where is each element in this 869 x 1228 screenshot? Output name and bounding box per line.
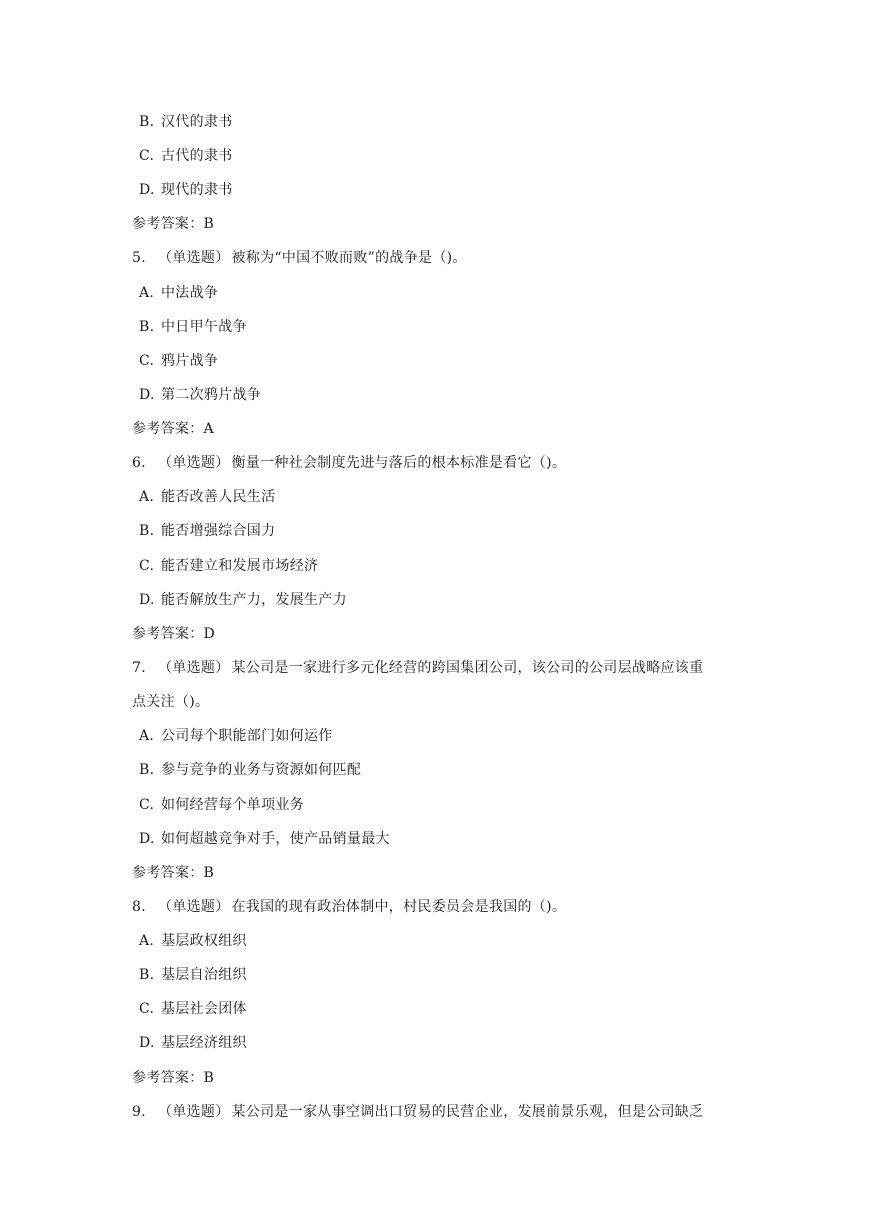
question-number: 7. bbox=[132, 660, 146, 676]
option-text: 中法战争 bbox=[161, 285, 219, 301]
option-letter: D. bbox=[139, 182, 155, 198]
question-text: 被称为“中国不败而败”的战争是（)。 bbox=[231, 250, 467, 266]
option-d bbox=[139, 829, 390, 849]
question-number: 9. bbox=[132, 1104, 146, 1120]
option-b bbox=[139, 760, 361, 780]
option-text: 中日甲午战争 bbox=[161, 319, 247, 335]
option-a bbox=[139, 283, 218, 303]
option-b bbox=[139, 112, 233, 132]
option-b bbox=[139, 965, 247, 985]
option-b bbox=[139, 317, 247, 337]
question-number: 6. bbox=[132, 455, 146, 471]
option-text: 基层自治组织 bbox=[161, 967, 247, 983]
question-number: 5. bbox=[132, 250, 146, 266]
option-text: 现代的隶书 bbox=[161, 182, 233, 198]
option-letter: B. bbox=[139, 523, 155, 539]
option-d bbox=[139, 385, 261, 405]
option-a bbox=[139, 931, 247, 951]
question-type: （单选题） bbox=[158, 250, 230, 266]
option-letter: C. bbox=[139, 797, 155, 813]
option-c bbox=[139, 556, 318, 576]
question-text: 在我国的现有政治体制中，村民委员会是我国的（)。 bbox=[231, 899, 567, 915]
option-c bbox=[139, 146, 233, 166]
option-d bbox=[139, 180, 233, 200]
option-c bbox=[139, 795, 304, 815]
option-text: 能否改善人民生活 bbox=[161, 489, 276, 505]
option-letter: B. bbox=[139, 762, 155, 778]
option-letter: A. bbox=[139, 489, 155, 505]
option-letter: D. bbox=[139, 1035, 155, 1051]
option-text: 能否建立和发展市场经济 bbox=[161, 558, 319, 574]
option-d bbox=[139, 590, 347, 610]
option-letter: C. bbox=[139, 1001, 155, 1017]
question-number: 8. bbox=[132, 899, 146, 915]
answer-line: 参考答案：D bbox=[132, 626, 216, 642]
option-text: 参与竞争的业务与资源如何匹配 bbox=[161, 762, 362, 778]
option-letter: C. bbox=[139, 148, 155, 164]
option-letter: D. bbox=[139, 592, 155, 608]
option-text: 如何经营每个单项业务 bbox=[161, 797, 304, 813]
question-text: 衡量一种社会制度先进与落后的根本标准是看它（)。 bbox=[231, 455, 567, 471]
option-text: 能否增强综合国力 bbox=[161, 523, 276, 539]
question-continuation: 点关注（)。 bbox=[132, 694, 210, 710]
option-a bbox=[139, 726, 333, 746]
option-text: 能否解放生产力，发展生产力 bbox=[161, 592, 347, 608]
option-letter: B. bbox=[139, 114, 155, 130]
option-c bbox=[139, 999, 247, 1019]
option-text: 汉代的隶书 bbox=[161, 114, 233, 130]
question-9 bbox=[132, 1102, 703, 1122]
question-type: （单选题） bbox=[158, 660, 230, 676]
question-7 bbox=[132, 658, 703, 678]
option-text: 基层社会团体 bbox=[161, 1001, 247, 1017]
option-text: 鸦片战争 bbox=[161, 353, 219, 369]
answer-line: 参考答案：B bbox=[132, 865, 215, 881]
option-letter: D. bbox=[139, 831, 155, 847]
option-text: 古代的隶书 bbox=[161, 148, 233, 164]
option-b bbox=[139, 521, 275, 541]
option-a bbox=[139, 487, 275, 507]
question-type: （单选题） bbox=[158, 899, 230, 915]
option-letter: C. bbox=[139, 353, 155, 369]
option-c bbox=[139, 351, 218, 371]
option-letter: B. bbox=[139, 967, 155, 983]
question-text: 某公司是一家进行多元化经营的跨国集团公司，该公司的公司层战略应该重 bbox=[231, 660, 704, 676]
option-text: 公司每个职能部门如何运作 bbox=[161, 728, 333, 744]
option-letter: A. bbox=[139, 933, 155, 949]
option-letter: B. bbox=[139, 319, 155, 335]
option-text: 第二次鸦片战争 bbox=[161, 387, 262, 403]
answer-line: 参考答案：A bbox=[132, 421, 214, 437]
answer-line: 参考答案：B bbox=[132, 216, 215, 232]
question-6 bbox=[132, 453, 566, 473]
question-type: （单选题） bbox=[158, 455, 230, 471]
question-8 bbox=[132, 897, 566, 917]
option-text: 基层经济组织 bbox=[161, 1035, 247, 1051]
option-letter: D. bbox=[139, 387, 155, 403]
answer-line: 参考答案：B bbox=[132, 1070, 215, 1086]
question-text: 某公司是一家从事空调出口贸易的民营企业，发展前景乐观，但是公司缺乏 bbox=[231, 1104, 704, 1120]
option-text: 基层政权组织 bbox=[161, 933, 247, 949]
option-letter: A. bbox=[139, 728, 155, 744]
option-letter: C. bbox=[139, 558, 155, 574]
option-d bbox=[139, 1033, 247, 1053]
question-type: （单选题） bbox=[158, 1104, 230, 1120]
option-text: 如何超越竞争对手，使产品销量最大 bbox=[161, 831, 390, 847]
question-5 bbox=[132, 248, 467, 268]
option-letter: A. bbox=[139, 285, 155, 301]
